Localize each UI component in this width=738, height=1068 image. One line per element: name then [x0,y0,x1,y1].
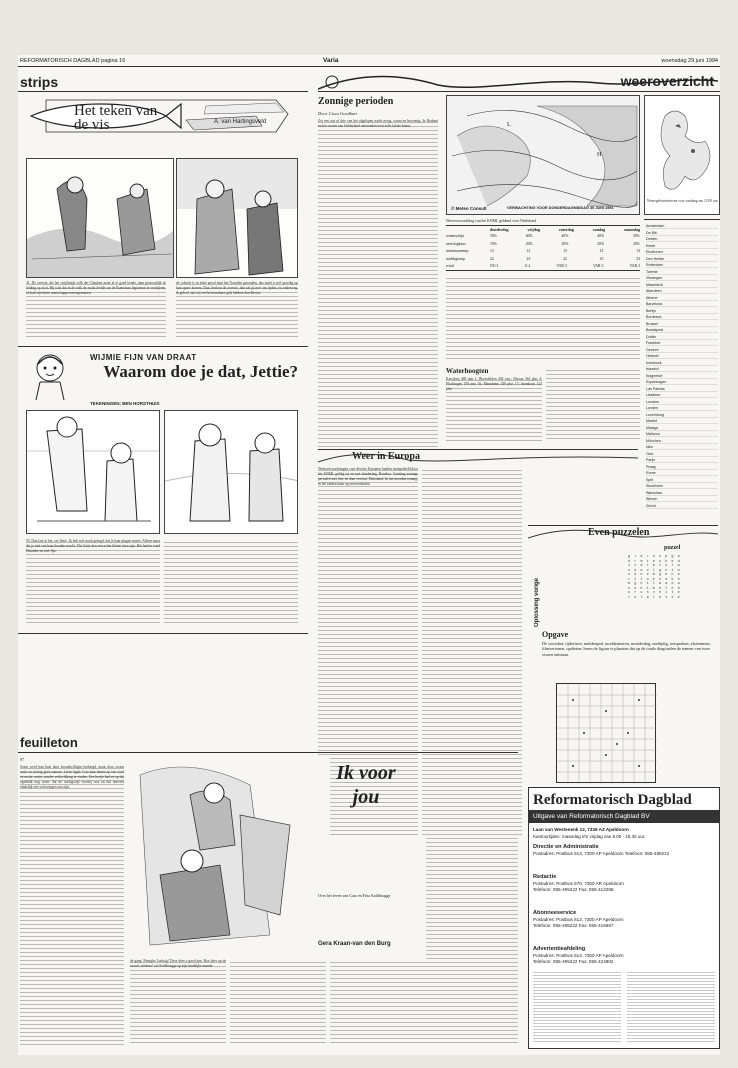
city-name: Athene [646,295,658,300]
strip2-credit: TEKENINGEN: BEN HORSTHUIS [90,401,160,406]
city-row [646,392,718,398]
forecast-value: 12 [526,249,531,253]
city-row [646,223,718,229]
city-row [646,243,718,249]
city-name: Twente [646,269,658,274]
city-row [646,431,718,437]
city-row [646,366,718,372]
city-row [646,412,718,418]
waterhoogten-title: Waterhoogten [446,367,489,375]
forecast-table-title: Weersverwachting van het KNMI, geldend voor Nederland [446,219,536,223]
strip2-panel-left [26,410,160,534]
forecast-value: 13 [490,249,494,253]
puzzle-letter-grid: g l e l o o p g a d r m t e s b e d i t d r e t s l w s e e v l g n i w s d n e m g e n e r t t o e n e k h m g n i l a a d a s e n t m e t e b o r u s n e i t e r o l a l e s s e [628,555,681,600]
forecast-row [446,242,640,246]
story-title: Ik voor jou [336,762,396,808]
city-row [646,373,718,379]
forecast-value: 22 [490,256,494,261]
city-row [646,301,718,307]
city-name: Lissabon [646,393,661,397]
city-name: Las Palmas [646,386,665,391]
strip1-text-left: 41. De overste, die het strijdtuitje volk der Chauken maar al te goed kende, nam persoonlijk de leiding op zich. Hij wist dat in de volk de zucht leefde om de Romeinse legioenen te verdrijven, en had zijn beste manschappen meegenomen. [26,281,166,339]
city-name: Barcelona [646,302,663,306]
puzzle-side-label: Oplossing vorige [534,577,540,627]
city-row [646,327,718,333]
strips-section-label: strips [20,74,59,90]
forecast-value: 23 [636,256,640,261]
forecast-value: 40% [597,234,605,238]
city-name: Kopenhagen [646,380,667,384]
city-name: Praag [646,464,656,469]
city-row [646,360,718,366]
forecast-value: 10% [490,241,497,246]
city-row [646,334,718,340]
masthead-block-heading: Advertentieafdeling [533,946,586,952]
city-name: Frankfurt [646,341,661,345]
feuilleton-section-label: feuilleton [20,735,78,750]
city-row [646,496,718,502]
masthead-block-heading: Redactie [533,874,557,880]
masthead-block-line: Postadres: Postbus 613, 7300 AP Apeldoorn Telefoon: 055-495222 [533,851,670,856]
masthead-block-line: Postadres: Postbus 613, 7300 AP Apeldoorn [533,953,624,958]
cities-table [644,219,720,519]
weather-title: weeroverzicht [620,73,714,89]
city-row [646,347,718,353]
newspaper-page [18,55,720,1055]
forecast-value: 50% [490,234,497,238]
feuilleton-text-5 [426,755,518,1045]
map-caption: VERWACHTING VOOR DONDERDAGMIDDAG 30 JUNI 1994 [507,206,614,210]
forecast-value: VAR 3 [593,264,604,268]
waterhoogten-text: Karsdorp 469 min 1; Rheinfelden 284 onv.; Maxau 364 plus 4; Plochingen 158 min 16; Mannheim 358 plus 17; Steinbach 124 plus [446,377,542,441]
city-name: Nice [646,445,654,449]
weather-byline: Door Cisca Goedhart [318,111,358,116]
forecast-value: 23 [526,256,531,261]
puzzle-title: Even puzzelen [588,527,650,538]
city-row [646,444,718,450]
masthead-subscription-details [533,970,621,1044]
city-row [646,282,718,288]
europe-weather-map [644,95,720,215]
city-name: Deelen [646,237,658,241]
forecast-value: 60% [525,234,533,238]
masthead-block-line: Postadres: Postbus 613, 7300 AP Apeldoorn [533,917,624,922]
city-name: Split [646,477,653,482]
city-name: Malaga [646,425,658,430]
forecast-value: O 4 [524,264,531,268]
city-name: Warschau [646,490,663,495]
city-row [646,236,718,242]
city-name: De Bilt [646,230,657,235]
city-name: Rotterdam [646,263,663,267]
city-name: Stockholm [646,484,663,488]
city-name: Istanbul [646,367,659,371]
city-name: Klagenfurt [646,373,663,378]
forecast-row-label: neerslagkans [446,241,466,246]
city-row [646,470,718,476]
svg-text:H: H [597,152,602,158]
city-row [646,379,718,385]
forecast-value: NO 3 [490,264,499,268]
city-name: Genève [646,347,659,352]
forecast-value: 13 [563,249,567,253]
city-row [646,503,718,509]
city-row [646,477,718,483]
city-row [646,490,718,496]
section-label: Varia [323,57,339,64]
weather-notes [446,275,640,361]
city-row [646,288,718,294]
city-row [646,399,718,405]
city-row [646,451,718,457]
feuilleton-text-4 [330,959,426,1045]
europe-title: Weer in Europa [352,451,420,462]
waterhoogten-text-2 [546,367,640,441]
city-name: Eindhoven [646,250,663,254]
paper-page-label: REFORMATORISCH DAGBLAD pagina 16 [20,58,126,64]
strip2-text-right [164,539,298,625]
europe-header [318,449,638,463]
masthead-block-line: Telefoon: 055-495222 Fax: 055-412288 [533,887,614,892]
forecast-value: VAR 3 [629,264,640,268]
opgave-text: De woorden: tijdreizen, middenpad, moddermeren, moederdag, oudtijdig, toespraken, afstemmen, filmvertonen, opdieten; lezen de figuur te plaatsen dat op de totale diagonalen de namen van twee vissen ontstaan. [542,641,711,657]
forecast-value: 40% [561,234,569,238]
city-row [646,425,718,431]
map-credit: © Meteo Consult [451,206,487,211]
strip1-panel-right [176,158,298,278]
strip2-title: WIJMIE FIJN VAN DRAAT [90,353,197,362]
masthead-block-heading: Abonneeservice [533,910,577,916]
masthead-box [528,787,720,1049]
forecast-row-label: zonneschijn [446,234,465,238]
city-row [646,418,718,424]
weather-article-title: Zonnige perioden [318,96,394,107]
city-row [646,295,718,301]
day-3: zaterdag [559,227,574,232]
day-2: vrijdag [527,227,540,232]
city-name: Vlissingen [646,276,663,280]
masthead-hours: Kantoortijden: maandag t/m vrijdag van 8.00 - 16.30 uur. [533,834,646,839]
strip1-author: A. van Hartingsveld [214,119,267,125]
day-5: maandag [624,227,640,232]
city-row [646,405,718,411]
city-name: Eelde [646,243,656,248]
strip2-subtitle: Waarom doe je dat, Jettie? [103,362,298,381]
city-row [646,314,718,320]
city-row [646,230,718,236]
feuilleton-text-1: Soms werd hun huis door kwaadwilligen bedreigd, maar door zwaar werk en weinig geen rumoer. Leem legde Cato haar benen op een stoel en rustte, rustte, zonder verkwikking te vinden. Een beetje had ze op dat ogenblik nog rouw: dat de oorlogstijd voorbij was en dat hoeveel eindelijk een verlovingen zou zijn. [20,765,124,1045]
forecast-value: 20% [525,241,533,246]
city-name: Oslo [646,451,654,456]
story-author: Gera Kraan-van den Burg [318,941,391,947]
svg-text:L: L [507,122,511,128]
city-row [646,275,718,281]
forecast-row [446,257,640,261]
city-name: Boedapest [646,328,664,332]
feuilleton-number: 97 [20,757,24,762]
weather-article-text: Zet een uur of drie van het afgelopen nacht nevig, warm en broeierig. In Brabant en het oosten van Gelderland ontstonden toen zelfs lokale buien. [318,119,438,447]
weather-banner [318,73,718,91]
forecast-value: 20% [633,241,640,246]
europe-map-caption: Weersgebeurtenissen voor vandaag om 12.00 uur [647,199,718,203]
forecast-row-label: minimumtemp [446,249,469,253]
masthead-title: Reformatorisch Dagblad [533,792,692,808]
puzzle-grid [556,683,656,783]
city-name: Wenen [646,497,658,501]
city-name: Zürich [646,503,656,508]
city-row [646,386,718,392]
strip1-panel-left [26,158,174,278]
opgave-title: Opgave [542,630,569,639]
feuilleton-text-3 [230,959,326,1045]
city-row [646,438,718,444]
masthead-block-line: Telefoon: 055-495222 Fax: 055-415687 [533,923,614,928]
puzzle-header [528,525,718,539]
strip2-panel-right [164,410,298,534]
city-row [646,249,718,255]
forecast-row-label: middagtemp [446,256,465,261]
forecast-value: 22 [563,256,567,261]
forecast-value: 23 [599,256,604,261]
forecast-table [446,225,640,271]
forecast-value: 50% [633,234,640,238]
page-header [18,55,720,67]
strip2-text-left: 59. Dan laat je het, zei Jettie. Ik heb ook nooit gezegd, dat je haar plagen moest. Alleen maar dat je niet van haar houden mocht. Die Jettie ken een echte kleine trien zijn. Het harlen vond Hanneke nu niet fijn. [26,539,160,625]
city-name: München [646,438,661,443]
city-name: Londen [646,406,658,410]
city-row [646,262,718,268]
forecast-value: 13 [636,249,640,253]
strip1-title: Het teken van de vis [74,103,158,133]
story-subtitle: Over het leven van Cato en Fritz Kohlbrugge [318,893,391,898]
weather-map [446,95,640,215]
strip1-text-right: de cohorte is in ieder geval naar het Noorden gezonden, dus moet u wel spoedig op hun spoor komen. Dan, besloot de overste, dan zal jij met ons rijden, en onderweg, ik geloof, dat wij een betrouwbare gids hebben dan Decius. [176,281,298,339]
forecast-value: 20% [597,241,605,246]
city-name: Locarno [646,399,659,404]
city-row [646,457,718,463]
feuilleton-text-2: de gang. Brenghe Ludwig! Deze doet u goed aan. Hoe later op de avond, stiekem? zei Kohlbrugge op zijn hartelijke manier. [130,959,226,1045]
masthead-address: Laan van Westenenk 12, 7336 AZ Apeldoorn [533,827,629,832]
city-row [646,321,718,327]
forecast-value: 30% [561,241,569,246]
masthead-block-line: Postadres: Postbus 670, 7300 AR Apeldoorn [533,881,624,886]
day-4: zondag [592,227,606,232]
masthead-block-heading: Directie en Administratie [533,844,599,850]
forecast-value: 12 [599,249,604,253]
masthead-subtitle: Uitgave van Reformatorisch Dagblad BV [529,810,719,823]
masthead-block-line: Telefoon: 055-495222 Fax: 055-424802 [533,959,614,964]
city-name: Madrid [646,419,657,423]
date-label: woensdag 29 juni 1994 [661,58,718,64]
forecast-row [446,264,640,268]
city-name: Dublin [646,334,657,339]
city-row [646,353,718,359]
city-name: Helsinki [646,354,659,358]
city-name: Brussel [646,321,658,326]
wijmie-character-drawing [26,350,74,400]
city-name: Maastricht [646,282,663,287]
puzzle-label: puzzel [664,545,681,551]
city-row [646,483,718,489]
city-name: Bordeaux [646,315,662,319]
feuilleton-illustration [130,755,330,955]
city-name: Aberdeen [646,289,662,293]
city-name: Parijs [646,458,655,462]
day-1: donderdag [490,227,509,232]
city-name: Mallorca [646,432,660,436]
city-row [646,256,718,262]
masthead-advert-details [627,970,715,1044]
city-name: Innsbruck [646,360,662,365]
forecast-row-label: wind [446,264,454,268]
forecast-row [446,249,640,253]
city-name: Luxemburg [646,412,664,417]
forecast-value: VAR 3 [556,264,567,268]
city-row [646,308,718,314]
europe-text-1: Weersverwachtingen voor diverse Europese landen, meegedeeld door het KNMI, geldig tot en met donderdag. Benelux: Vandaag zonnige perioden met hier en daar een bui. Duitsland: In het noorden zonnig, in het zuiden kans op onweersbuien. [318,467,418,837]
city-row [646,340,718,346]
city-name: Den Helder [646,256,665,261]
city-name: Rome [646,471,656,475]
city-row [646,269,718,275]
city-name: Berlijn [646,308,656,313]
forecast-row [446,234,640,238]
city-row [646,464,718,470]
forecast-days-row [490,227,640,232]
city-name: Amsterdam [646,224,665,228]
